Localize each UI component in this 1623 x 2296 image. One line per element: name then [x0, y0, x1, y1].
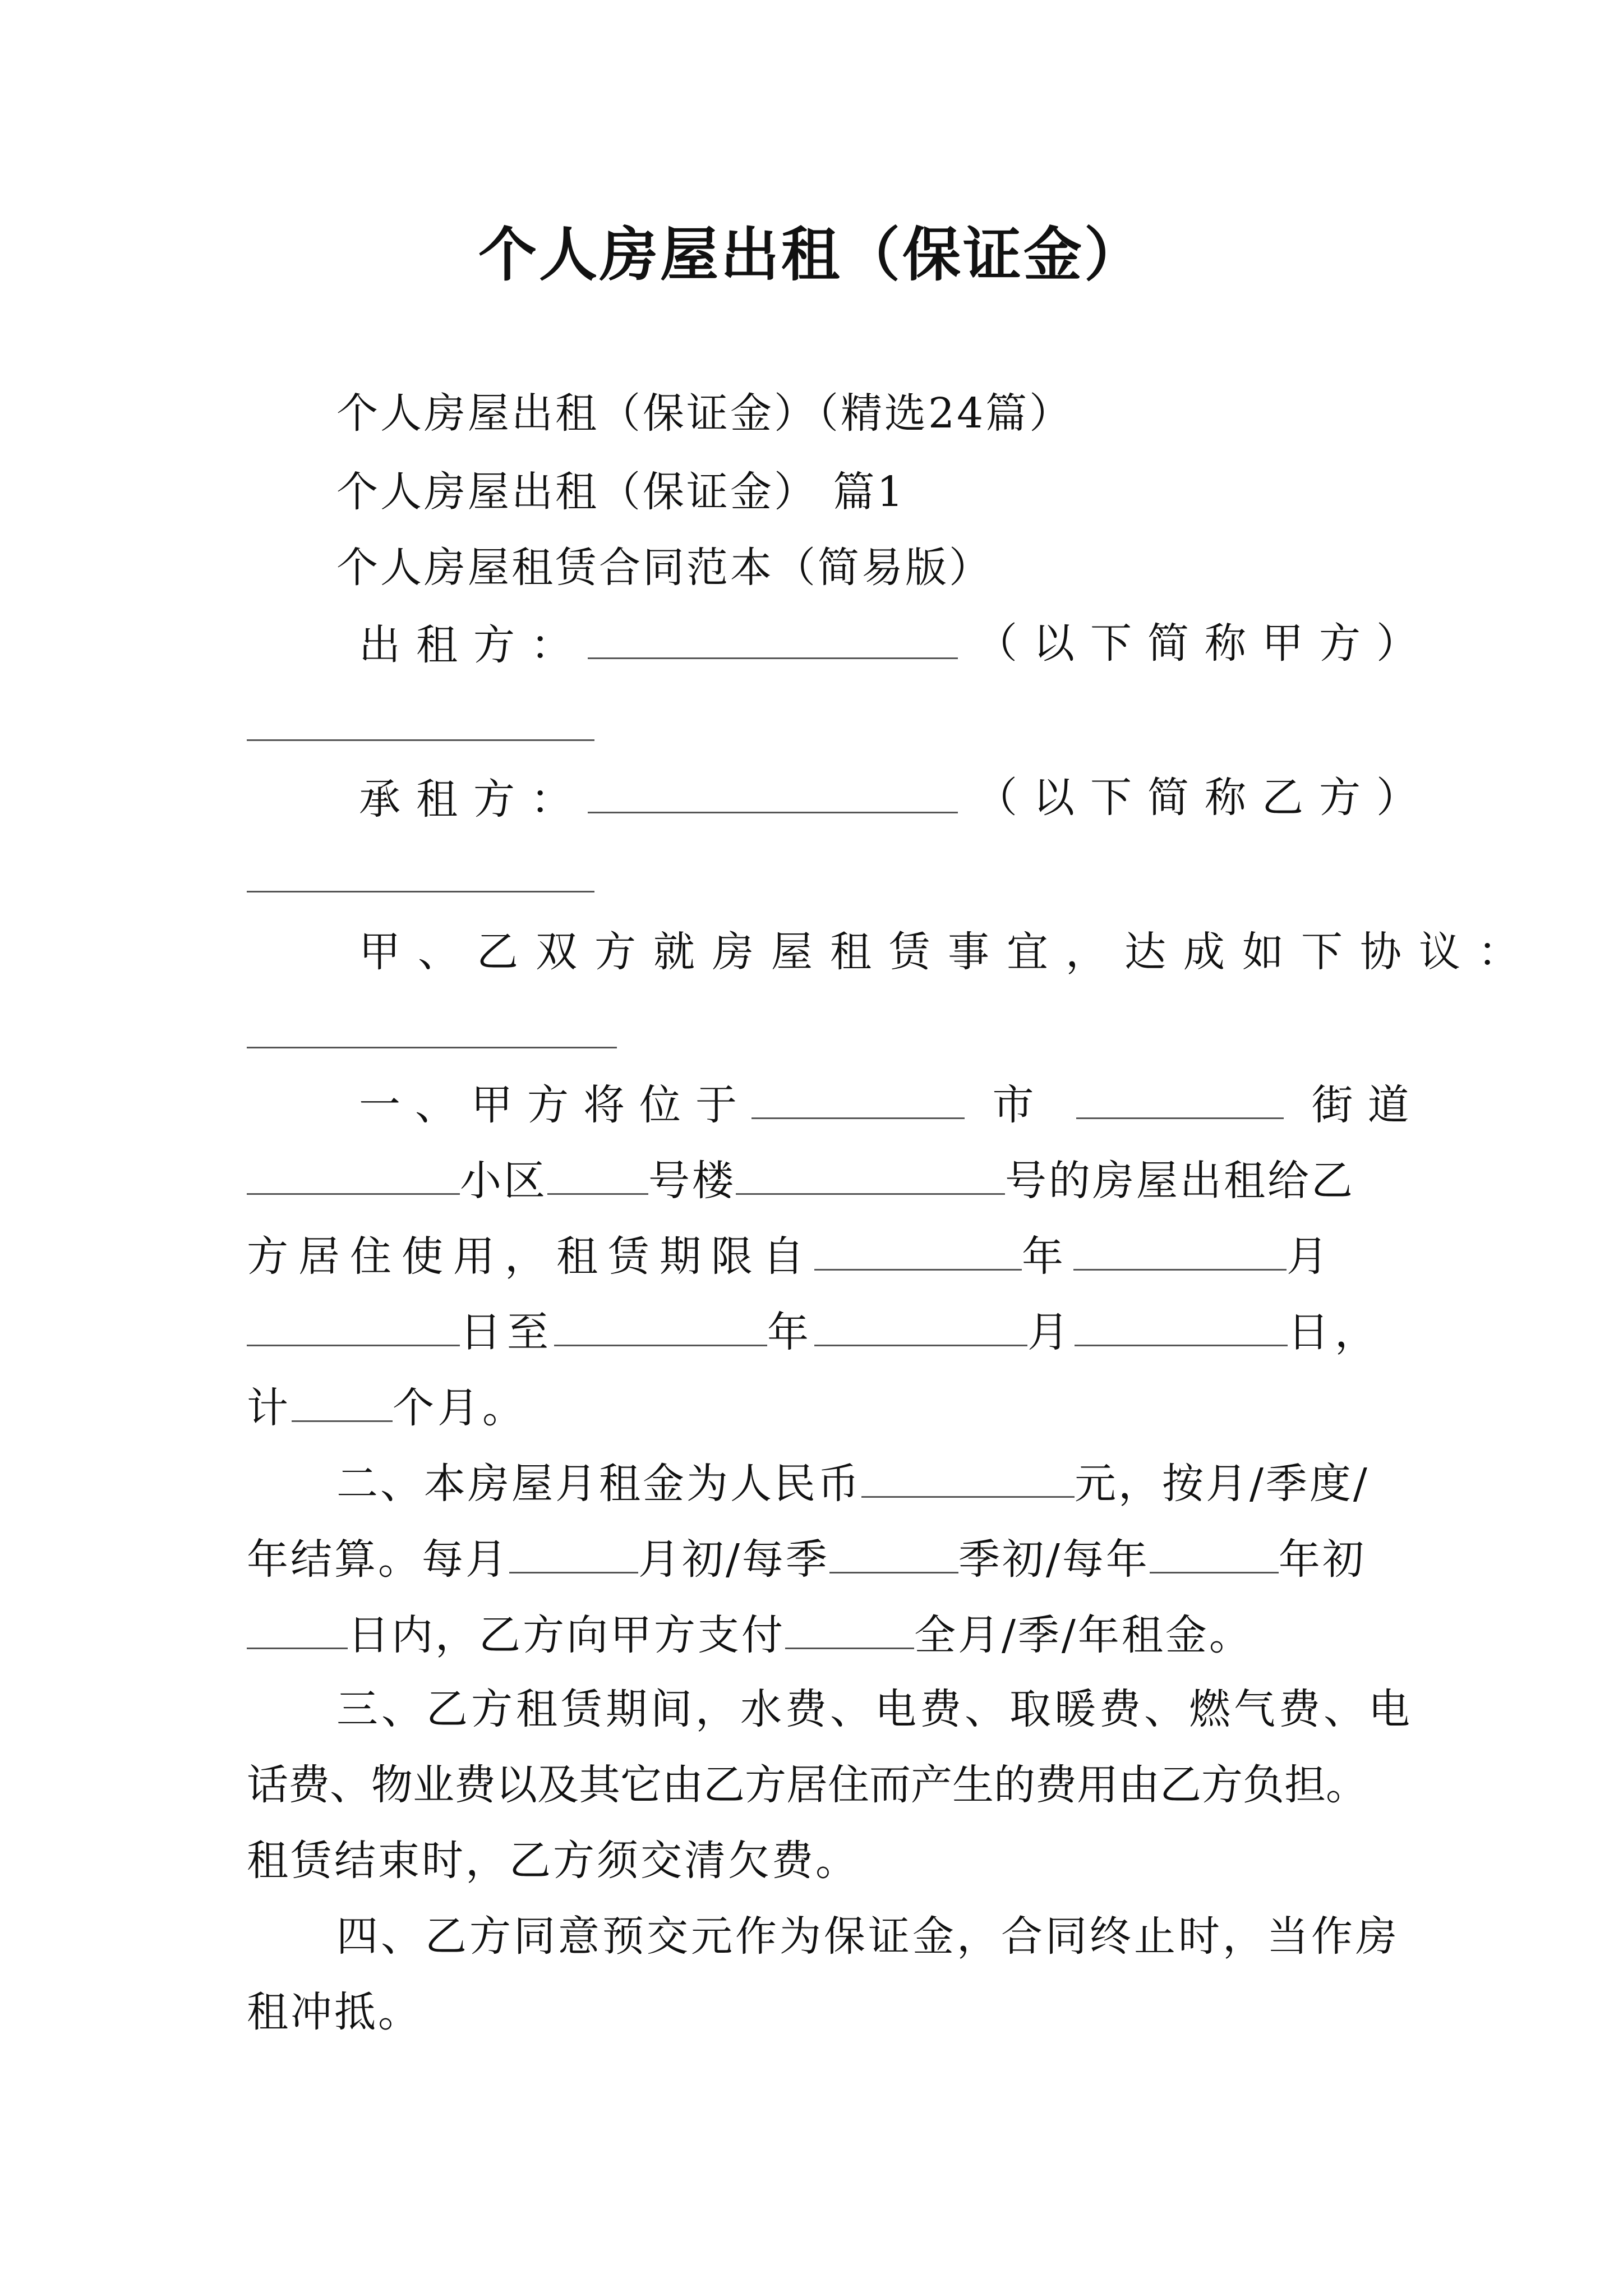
clause2-text-b: 元，按月/季度/ [1075, 1460, 1370, 1508]
clause1-blank-community [547, 1158, 648, 1195]
clause1-blank-months [292, 1386, 393, 1422]
clause4-line1: 四、乙方同意预交元作为保证金，合同终止时，当作房 [336, 1912, 1400, 1961]
clause2-line1 [336, 1460, 1370, 1508]
lessee-extra-blank [247, 891, 594, 892]
agreement-intro: 甲、乙双方就房屋租赁事宜，达成如下协议： [359, 928, 1537, 976]
clause2-text-e: 季初/每年 [958, 1535, 1150, 1584]
contract-name: 个人房屋租赁合同范本（简易版） [336, 544, 993, 592]
clause1-blank-start-month [1073, 1234, 1287, 1271]
clause2-text-f: 年初 [1278, 1535, 1366, 1584]
clause1-blank-city [1076, 1083, 1284, 1119]
clause1-street: 街道 [1311, 1081, 1424, 1129]
clause2-blank-days [247, 1613, 348, 1649]
clause1-total: 计 [247, 1384, 292, 1432]
clause1-month: 月 [1287, 1232, 1338, 1281]
lessee-row [359, 775, 958, 823]
clause1-day-end: 日， [1288, 1308, 1382, 1356]
clause1-use: 方居住使用，租赁期限自 [247, 1232, 814, 1281]
clause1-rent-to: 号的房屋出租给乙 [1005, 1157, 1355, 1205]
clause3-line3: 租赁结束时，乙方须交清欠费。 [247, 1837, 859, 1885]
clause1-line1 [359, 1081, 1424, 1129]
clause1-line4 [247, 1308, 1382, 1356]
clause1-blank-location [751, 1083, 965, 1119]
lessor-label: 出租方： [359, 621, 588, 669]
clause1-line3 [247, 1232, 1338, 1281]
clause2-text-h: 全月/季/年租金。 [914, 1611, 1253, 1659]
clause1-year: 年 [1022, 1232, 1073, 1281]
clause1-building: 号楼 [648, 1157, 736, 1205]
lessee-label: 承租方： [359, 775, 588, 823]
lessor-blank [588, 623, 958, 659]
clause1-months: 个月。 [393, 1384, 527, 1432]
clause2-text-a: 二、本房屋月租金为人民币 [336, 1460, 861, 1508]
collection-subtitle: 个人房屋出租（保证金）（精选24篇） [336, 389, 1073, 438]
clause2-blank-amount [861, 1461, 1075, 1498]
clause2-text-c: 年结算。每月 [247, 1535, 509, 1584]
clause2-blank-year [1150, 1537, 1279, 1573]
clause1-line5 [247, 1384, 527, 1432]
clause1-year-2: 年 [767, 1308, 814, 1356]
agreement-blank [247, 1047, 617, 1048]
lessor-extra-blank [247, 739, 594, 741]
clause2-line3 [247, 1611, 1253, 1659]
clause1-blank-building [736, 1158, 1005, 1195]
clause1-blank-start-year [814, 1234, 1022, 1271]
lessor-alias: （以下简称甲方） [976, 619, 1433, 668]
clause1-line2 [247, 1157, 1355, 1205]
lessee-alias: （以下简称乙方） [976, 774, 1433, 822]
page-title: 个人房屋出租（保证金） [478, 220, 1145, 289]
clause1-blank-start-day [247, 1310, 460, 1346]
clause1-community: 小区 [460, 1157, 547, 1205]
clause1-blank-end-year [554, 1310, 767, 1346]
clause2-text-g: 日内，乙方向甲方支付 [348, 1611, 785, 1659]
clause4-line2: 租冲抵。 [247, 1988, 422, 2036]
clause1-blank-end-month [814, 1310, 1027, 1346]
article-heading: 个人房屋出租（保证金） 篇1 [336, 468, 906, 516]
clause3-line2: 话费、物业费以及其它由乙方居住而产生的费用由乙方负担。 [247, 1761, 1367, 1809]
clause1-text-a: 一、甲方将位于 [359, 1081, 751, 1129]
clause2-blank-pay [785, 1613, 914, 1649]
clause3-line1: 三、乙方租赁期间，水费、电费、取暖费、燃气费、电 [336, 1685, 1413, 1733]
clause1-month-2: 月 [1027, 1308, 1075, 1356]
clause1-blank-street [247, 1158, 460, 1195]
clause2-blank-season [829, 1537, 958, 1573]
clause2-blank-month [509, 1537, 638, 1573]
lessor-row [359, 621, 958, 669]
clause1-day-to: 日至 [460, 1308, 554, 1356]
clause1-city: 市 [992, 1081, 1049, 1129]
clause2-text-d: 月初/每季 [638, 1535, 829, 1584]
clause1-blank-end-day [1075, 1310, 1288, 1346]
lessee-blank [588, 777, 958, 813]
clause2-line2 [247, 1535, 1366, 1584]
